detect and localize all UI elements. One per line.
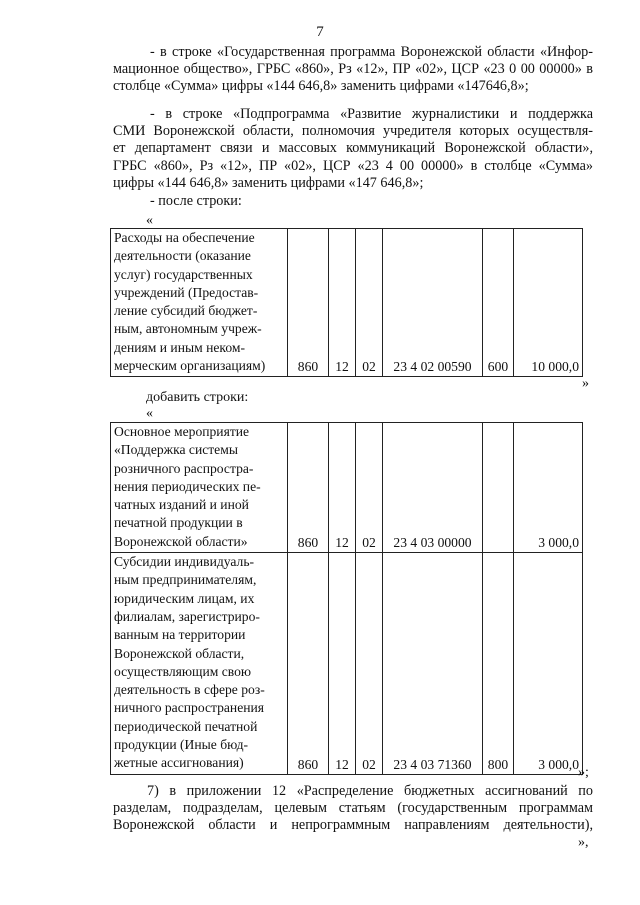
p7-line-3: Воронежской области и непрограммным направлениям деятельности), <box>113 817 593 834</box>
paragraph-7 <box>113 783 593 835</box>
close-quote-3: », <box>578 835 589 850</box>
p7-line-2: разделам, подразделам, целевым статьям (государственным программам <box>113 800 593 817</box>
p1-line-3: столбце «Сумма» цифры «144 646,8» заменить цифрами «147646,8»; <box>113 78 529 95</box>
paragraph-3 <box>113 193 593 210</box>
row-description: Субсидии индивидуаль- ным предпринимателям, юридическим лицам, их филиалам, зарегистриро- ванным на территории Воронежской области, осуществляющим свою деятельность в сфере роз- ничного распространения периодической печатной продукции (Иные бюд- жетные ассигнования) <box>111 553 288 775</box>
rz-cell: 12 <box>329 229 356 377</box>
csr-cell: 23 4 03 00000 <box>383 423 483 553</box>
table-row <box>111 229 583 377</box>
page-number: 7 <box>316 24 324 40</box>
p2-line-3: ет департамент связи и массовых коммуникаций Воронежской области», <box>113 140 593 157</box>
pr-cell: 02 <box>356 553 383 775</box>
pr-cell: 02 <box>356 423 383 553</box>
paragraph-1 <box>113 44 593 96</box>
row-description: Основное мероприятие «Поддержка системы розничного распростра- нения периодических пе- чатных изданий и иной печатной продукции в Воронежской области» <box>111 423 288 553</box>
table-existing-row <box>110 228 583 377</box>
rz-cell: 12 <box>329 423 356 553</box>
open-quote-2: « <box>146 406 153 421</box>
p2-line-4: ГРБС «860», Рз «12», ПР «02», ЦСР «23 4 00 00000» в столбце «Сумма» <box>113 157 593 174</box>
table-added-rows <box>110 422 583 775</box>
close-quote-2: »; <box>578 765 589 780</box>
rz-cell: 12 <box>329 553 356 775</box>
close-quote-1: » <box>582 376 589 391</box>
table-row <box>111 553 583 775</box>
grbs-cell: 860 <box>288 553 329 775</box>
sum-cell: 3 000,0 <box>514 423 583 553</box>
csr-cell: 23 4 03 71360 <box>383 553 483 775</box>
row-description: Расходы на обеспечение деятельности (оказание услуг) государственных учреждений (Предостав- ление субсидий бюджет- ным, автономным учреж- дениям и иным неком- мерческим организациям) <box>111 229 288 377</box>
p3-line: - после строки: <box>150 193 242 209</box>
vr-cell: 600 <box>483 229 514 377</box>
p2-line-1: - в строке «Подпрограмма «Развитие журналистики и поддержка <box>150 106 593 122</box>
grbs-cell: 860 <box>288 423 329 553</box>
paragraph-2 <box>113 106 593 192</box>
p2-line-5: цифры «144 646,8» заменить цифрами «147 646,8»; <box>113 174 424 191</box>
sum-cell: 3 000,0 <box>514 553 583 775</box>
vr-cell <box>483 423 514 553</box>
grbs-cell: 860 <box>288 229 329 377</box>
p1-line-1: - в строке «Государственная программа Воронежской области «Инфор- <box>150 44 593 60</box>
pr-cell: 02 <box>356 229 383 377</box>
p7-line-1: 7) в приложении 12 «Распределение бюджетных ассигнований по <box>147 783 593 799</box>
csr-cell: 23 4 02 00590 <box>383 229 483 377</box>
p2-line-2: СМИ Воронежской области, полномочия учредителя которых осуществля- <box>113 123 593 140</box>
sum-cell: 10 000,0 <box>514 229 583 377</box>
open-quote-1: « <box>146 213 153 228</box>
vr-cell: 800 <box>483 553 514 775</box>
p1-line-2: мационное общество», ГРБС «860», Рз «12», ПР «02», ЦСР «23 0 00 00000» в <box>113 61 593 78</box>
table-row <box>111 423 583 553</box>
add-rows-label: добавить строки: <box>146 390 249 405</box>
